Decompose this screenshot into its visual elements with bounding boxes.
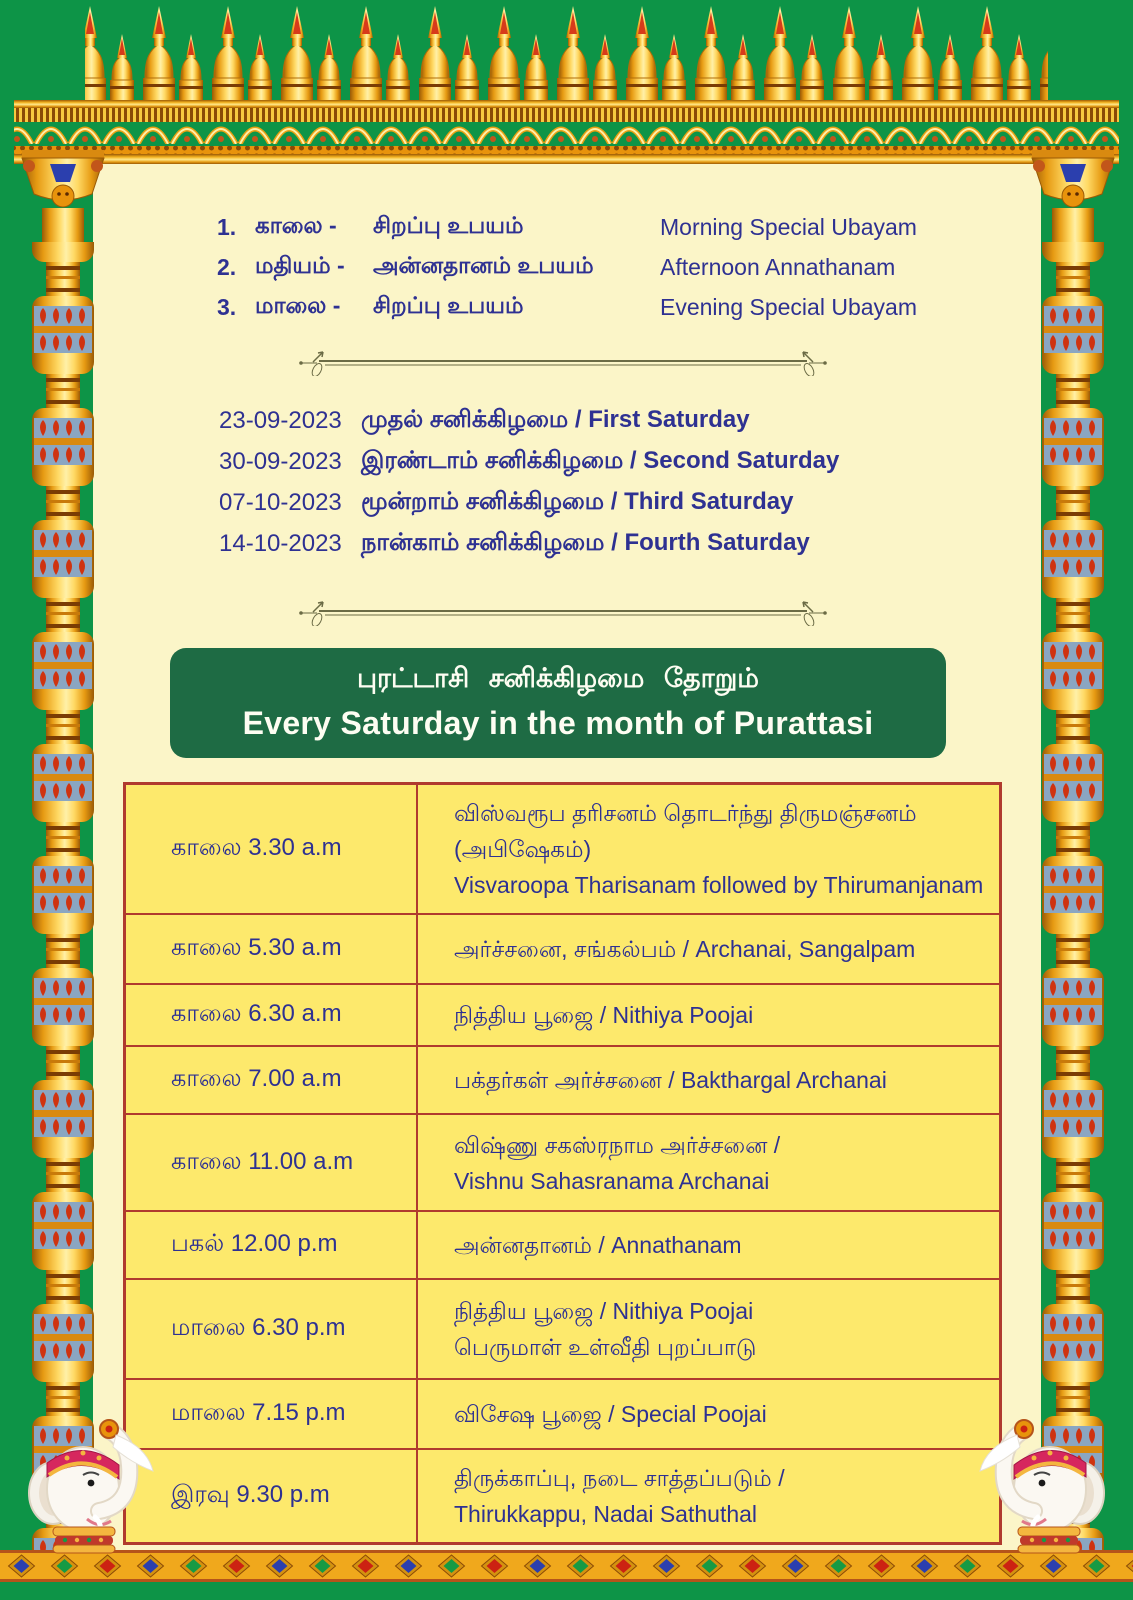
saturday-label: முதல் சனிக்கிழமை / First Saturday xyxy=(361,405,750,433)
timetable-time-cell: மாலை 6.30 p.m xyxy=(126,1280,418,1378)
saturday-date: 30-09-2023 xyxy=(219,447,342,475)
intro-event-english: Evening Special Ubayam xyxy=(660,293,917,320)
saturday-date-item xyxy=(219,523,919,564)
saturday-date-item xyxy=(219,482,919,523)
intro-event-tamil: அன்னதானம் உபயம் xyxy=(373,252,594,278)
saturday-date: 14-10-2023 xyxy=(219,529,342,557)
timetable-time-cell: காலை 3.30 a.m xyxy=(126,785,418,913)
saturday-date: 23-09-2023 xyxy=(219,406,342,434)
timetable-event-cell: நித்திய பூஜை / Nithiya Poojai xyxy=(454,1002,754,1028)
divider-flourish-bottom xyxy=(293,598,833,626)
timetable-row xyxy=(126,1448,999,1542)
gopuram-spires xyxy=(85,0,1048,100)
intro-event-tamil: சிறப்பு உபயம் xyxy=(373,292,524,318)
timetable-row xyxy=(126,1113,999,1210)
temple-pillar-right xyxy=(1040,150,1106,1560)
timetable-row xyxy=(126,1045,999,1113)
timetable-event-cell: விஷ்ணு சகஸ்ரநாம அர்ச்சனை / Vishnu Sahasranama Archanai xyxy=(454,1131,781,1194)
timetable-row xyxy=(126,785,999,913)
saturday-label: இரண்டாம் சனிக்கிழமை / Second Saturday xyxy=(361,446,840,474)
intro-event-tamil: சிறப்பு உபயம் xyxy=(373,212,524,238)
timetable-row xyxy=(126,983,999,1045)
saturday-date-item xyxy=(219,441,919,482)
ubayam-intro-item xyxy=(217,207,957,247)
ubayam-intro-item xyxy=(217,287,957,327)
banner-title-tamil: புரட்டாசி சனிக்கிழமை தோறும் xyxy=(356,663,760,693)
timetable-row xyxy=(126,1378,999,1448)
gopuram-top-border-ornament xyxy=(0,0,1133,166)
timetable-time-cell: காலை 6.30 a.m xyxy=(126,985,418,1045)
timetable-event-cell: விஸ்வரூப தரிசனம் தொடர்ந்து திருமஞ்சனம் (அபிஷேகம்) Visvaroopa Tharisanam followed by Thirumanjanam xyxy=(454,800,984,898)
timetable-row xyxy=(126,1210,999,1278)
intro-number: 2. xyxy=(217,253,237,280)
saturday-date-item xyxy=(219,400,919,441)
timetable-event-cell: அர்ச்சனை, சங்கல்பம் / Archanai, Sangalpam xyxy=(454,936,916,962)
purattasi-banner xyxy=(170,648,946,758)
timetable-time-cell: இரவு 9.30 p.m xyxy=(126,1450,418,1542)
divider-flourish-top xyxy=(293,348,833,376)
pooja-timetable xyxy=(123,782,1002,1545)
ubayam-intro-list xyxy=(217,207,957,327)
timetable-time-cell: காலை 5.30 a.m xyxy=(126,915,418,983)
timetable-time-cell: காலை 11.00 a.m xyxy=(126,1115,418,1210)
intro-event-english: Morning Special Ubayam xyxy=(660,213,917,240)
timetable-event-cell: நித்திய பூஜை / Nithiya Poojai பெருமாள் உள்வீதி புறப்பாடு xyxy=(454,1298,757,1360)
saturday-label: நான்காம் சனிக்கிழமை / Fourth Saturday xyxy=(361,528,810,556)
elephant-ornament-right xyxy=(958,1405,1108,1560)
timetable-event-cell: விசேஷ பூஜை / Special Poojai xyxy=(454,1401,767,1427)
ubayam-intro-item xyxy=(217,247,957,287)
elephant-ornament-left xyxy=(25,1405,175,1560)
banner-title-english: Every Saturday in the month of Purattasi xyxy=(242,705,874,741)
intro-time-tamil: மதியம் - xyxy=(255,252,345,278)
intro-time-tamil: மாலை - xyxy=(255,292,341,318)
temple-pillar-left xyxy=(30,150,96,1560)
intro-event-english: Afternoon Annathanam xyxy=(660,253,896,280)
saturday-dates-list xyxy=(219,400,919,564)
timetable-time-cell: காலை 7.00 a.m xyxy=(126,1047,418,1113)
intro-number: 3. xyxy=(217,293,237,320)
timetable-row xyxy=(126,1278,999,1378)
timetable-row xyxy=(126,913,999,983)
intro-number: 1. xyxy=(217,213,237,240)
timetable-event-cell: திருக்காப்பு, நடை சாத்தப்படும் / Thirukkappu, Nadai Sathuthal xyxy=(454,1465,785,1527)
intro-time-tamil: காலை - xyxy=(255,212,337,238)
timetable-event-cell: பக்தர்கள் அர்ச்சனை / Bakthargal Archanai xyxy=(454,1067,887,1093)
saturday-date: 07-10-2023 xyxy=(219,488,342,516)
timetable-event-cell: அன்னதானம் / Annathanam xyxy=(454,1232,742,1258)
timetable-time-cell: மாலை 7.15 p.m xyxy=(126,1380,418,1448)
saturday-label: மூன்றாம் சனிக்கிழமை / Third Saturday xyxy=(361,487,794,515)
timetable-time-cell: பகல் 12.00 p.m xyxy=(126,1212,418,1278)
